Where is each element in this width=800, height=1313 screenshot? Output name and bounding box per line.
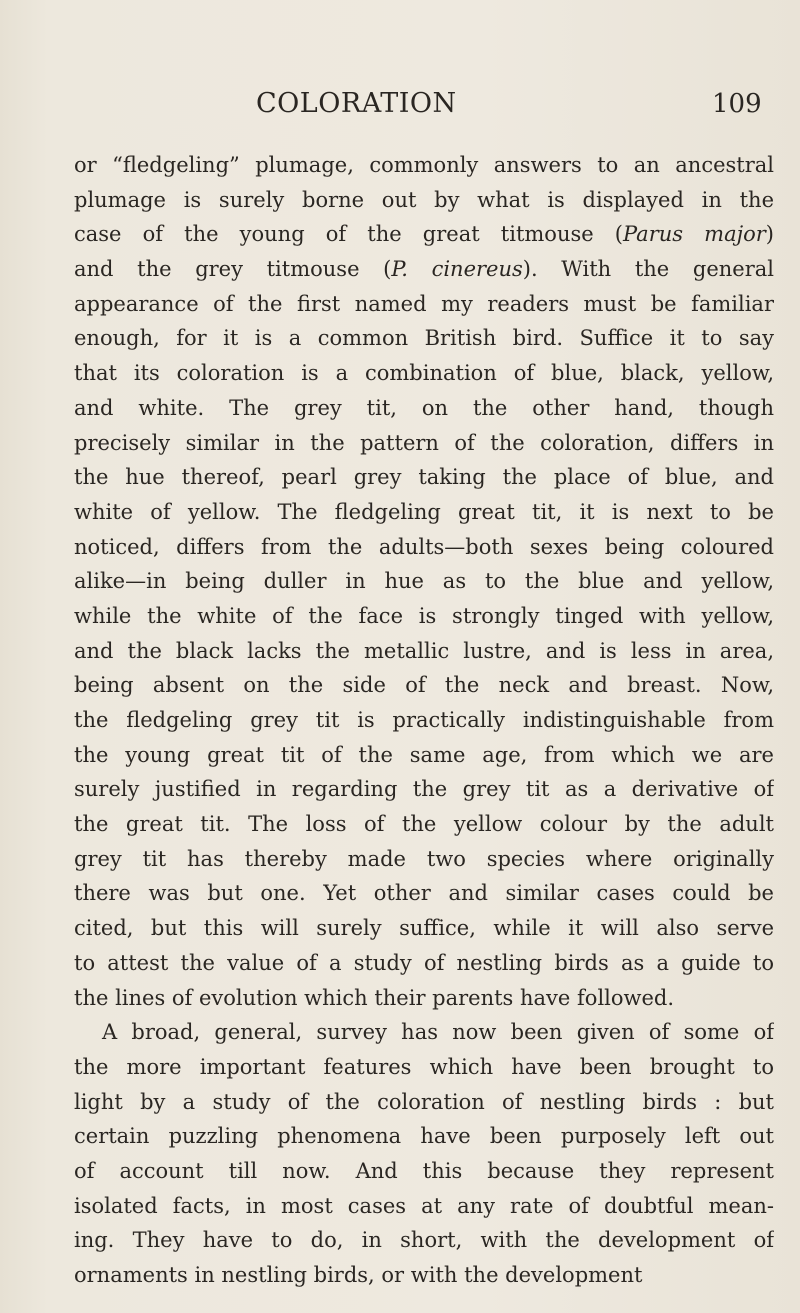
species-name: Parus major (623, 222, 766, 247)
text-line: enough, for it is a common British bird. Suffice it to say (74, 326, 774, 351)
text-line: while the white of the face is strongly tinged with yellow, (74, 603, 774, 628)
text-line: isolated facts, in most cases at any rate of doubtful mean- (74, 1193, 774, 1218)
text-line: grey tit has thereby made two species where originally (74, 846, 774, 871)
text-line: ornaments in nestling birds, or with the development (74, 1263, 643, 1287)
text-line: the great tit. The loss of the yellow colour by the adult (74, 812, 774, 837)
text-line: that its coloration is a combination of blue, black, yellow, (74, 361, 774, 386)
text-line: case of the young of the great titmouse (Parus major) (74, 222, 774, 247)
text-line: surely justified in regarding the grey tit as a derivative of (74, 777, 774, 802)
body-text (74, 148, 774, 1293)
text-line: of account till now. And this because they represent (74, 1158, 774, 1183)
text-line: and the black lacks the metallic lustre, and is less in area, (74, 638, 774, 663)
text-line: the fledgeling grey tit is practically indistinguishable from (74, 708, 774, 732)
text-line: being absent on the side of the neck and breast. Now, (74, 673, 774, 698)
text-line: light by a study of the coloration of nestling birds : but (74, 1089, 774, 1114)
text-line: to attest the value of a study of nestling birds as a guide to (74, 950, 774, 975)
text-line: alike—in being duller in hue as to the blue and yellow, (74, 569, 774, 594)
text-line: white of yellow. The fledgeling great tit, it is next to be (74, 499, 774, 524)
text-line: A broad, general, survey has now been given of some of (102, 1020, 774, 1045)
text-line: plumage is surely borne out by what is displayed in the (74, 187, 774, 212)
text-line: there was but one. Yet other and similar cases could be (74, 881, 774, 906)
text-line: the lines of evolution which their parents have followed. (74, 985, 675, 1010)
page-header (0, 88, 800, 128)
text-line: the more important features which have been brought to (74, 1054, 774, 1079)
text-line: the hue thereof, pearl grey taking the place of blue, and (74, 465, 774, 490)
text-line: the young great tit of the same age, from which we are (74, 742, 774, 767)
text-line: or “fledgeling” plumage, commonly answers to an ancestral (74, 153, 774, 177)
text-line: cited, but this will surely suffice, while it will also serve (74, 916, 774, 941)
text-line: appearance of the first named my readers must be familiar (74, 291, 774, 316)
text-line: certain puzzling phenomena have been purposely left out (74, 1124, 774, 1149)
running-title: COLORATION (256, 88, 457, 119)
page-number: 109 (712, 89, 762, 119)
species-name: P. cinereus (391, 257, 523, 282)
text-line: noticed, differs from the adults—both sexes being coloured (74, 534, 774, 559)
text-line: and white. The grey tit, on the other hand, though (74, 395, 774, 420)
text-line: ing. They have to do, in short, with the development of (74, 1228, 774, 1253)
text-line: and the grey titmouse (P. cinereus). With the general (74, 257, 774, 282)
text-line: precisely similar in the pattern of the coloration, differs in (74, 430, 774, 455)
